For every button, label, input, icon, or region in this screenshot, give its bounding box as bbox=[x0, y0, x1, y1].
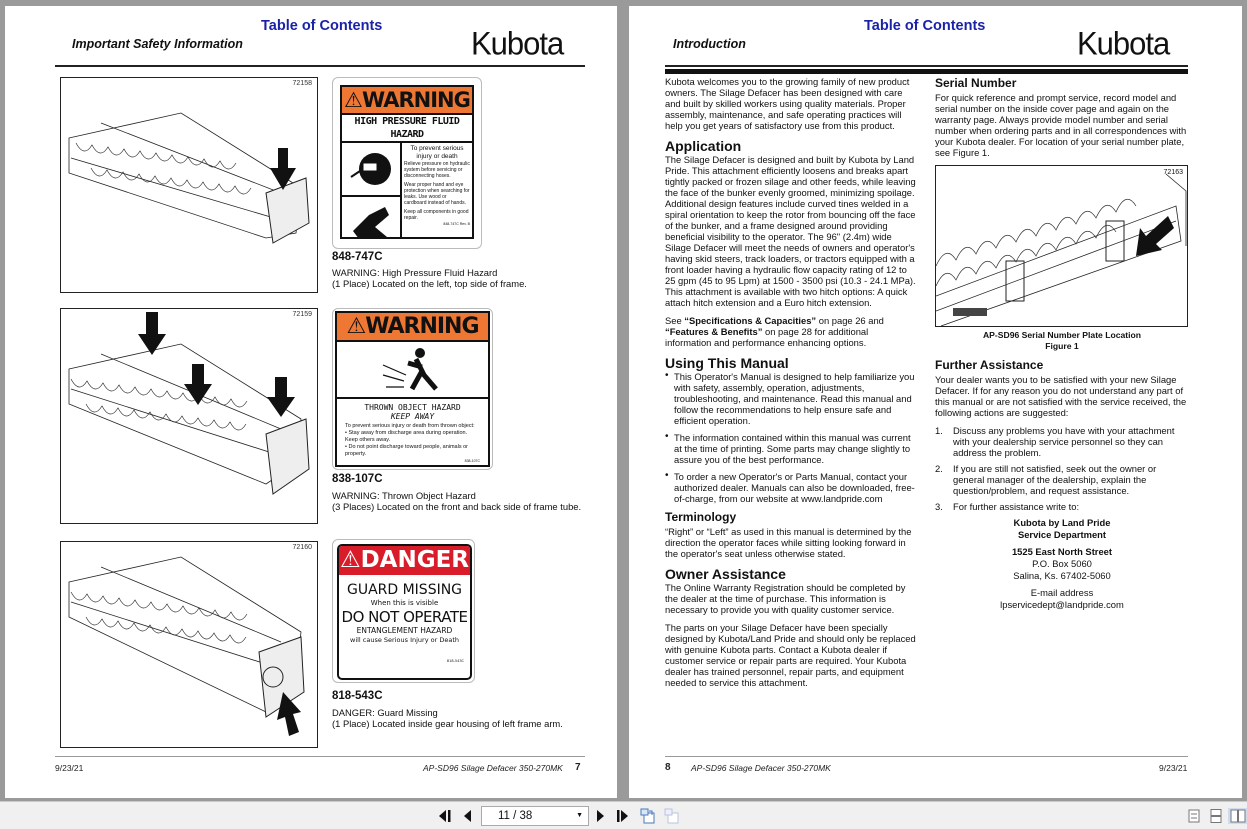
two-page-view-button[interactable] bbox=[1228, 808, 1247, 824]
next-view-icon bbox=[664, 808, 680, 824]
face-shield-icon bbox=[342, 143, 400, 197]
figure-72160 bbox=[60, 541, 318, 748]
intro-paragraph: Kubota welcomes you to the growing family of new product owners. The Silage Defacer has been designed with care and built by skilled workers using quality materials. Proper assembly, maintenance, and safe operating practices will help you get years of satisfactory use from this product. bbox=[665, 76, 910, 131]
defacer-drawing-icon bbox=[61, 309, 317, 523]
decal-818-543C: ⚠DANGER GUARD MISSING When this is visible DO NOT OPERATE ENTANGLEMENT HAZARD will cause Serious Injury or Death 818-543C bbox=[332, 539, 475, 683]
decal-code: 848-747C bbox=[332, 251, 383, 263]
list-item: • The information contained within this manual was current at the time of printing. Some parts may change slightly to assure you of the best performance. bbox=[665, 432, 917, 465]
thrown-object-icon bbox=[337, 342, 488, 399]
serial-plate-drawing-icon bbox=[936, 166, 1187, 326]
decal-code: 818-543C bbox=[332, 690, 383, 702]
decal-code: 838-107C bbox=[332, 473, 383, 485]
heading-terminology: Terminology bbox=[665, 510, 737, 524]
decal-848-747C: ⚠WARNING HIGH PRESSURE FLUID HAZARD To prevent serious injury or death Relieve pressure on hydraulic system before servicing or disconnecting hoses. Wear proper hand and eye protection when searching for leaks. Use wood or cardboard instead of hands. Keep all components in good repair. 848-747C Rev. B bbox=[332, 77, 482, 249]
figure-72159 bbox=[60, 308, 318, 524]
owner-paragraph-2: The parts on your Silage Defacer have been specially designed by Kubota/Land Pride and should only be replaced with genuine Kubota parts. Contact a Kubota dealer if customer service or repair parts are required. Your Kubota dealer has trained personnel, repair parts, and equipment needed to service this attachment. bbox=[665, 622, 916, 688]
pdf-navigation-toolbar bbox=[0, 801, 1247, 829]
figure-number: 72158 bbox=[292, 80, 312, 87]
header-thick-rule bbox=[665, 69, 1188, 74]
terminology-paragraph: “Right” or “Left” as used in this manual is determined by the direction the operator faces while sitting looking forward in the operator's seat unless otherwise stated. bbox=[665, 526, 912, 559]
previous-view-button[interactable] bbox=[640, 808, 656, 824]
next-page-icon bbox=[595, 810, 605, 822]
figure-number: 72160 bbox=[292, 544, 312, 551]
toc-link[interactable]: Table of Contents bbox=[864, 18, 986, 34]
hand-injection-icon bbox=[342, 197, 400, 239]
right-column bbox=[935, 76, 1189, 611]
single-page-view-button[interactable] bbox=[1186, 808, 1202, 824]
section-title: Important Safety Information bbox=[72, 37, 243, 51]
page-number: 7 bbox=[575, 762, 581, 773]
page-number-select[interactable]: 11 / 38 ▼ bbox=[481, 806, 589, 826]
list-item: 2. If you are still not satisfied, seek out the owner or general manager of the dealership, explain the question/problem, and request assistance. bbox=[935, 463, 1157, 496]
decal-description: WARNING: Thrown Object Hazard (3 Places) Located on the front and back side of frame tube. bbox=[332, 490, 582, 512]
next-page-button[interactable] bbox=[592, 808, 608, 824]
email-link[interactable]: lpservicedept@landpride.com bbox=[1000, 599, 1124, 610]
warning-header: ⚠WARNING bbox=[337, 313, 488, 342]
footer-rule bbox=[55, 756, 585, 757]
footer-date: 9/23/21 bbox=[55, 763, 84, 773]
footer-doc-title: AP-SD96 Silage Defacer 350-270MK bbox=[691, 763, 831, 773]
serial-paragraph: For quick reference and prompt service, record model and serial number on the inside cover page and again on the warranty page. Always provide model number and serial number when ordering parts and in all correspondences with your Kubota dealer. For location of your serial number plate, see Figure 1. bbox=[935, 92, 1187, 158]
link-features[interactable]: “Features & Benefits” bbox=[665, 326, 763, 337]
section-title: Introduction bbox=[673, 37, 746, 51]
defacer-drawing-icon bbox=[61, 542, 317, 747]
list-item: 3. For further assistance write to: bbox=[935, 501, 1080, 512]
footer-rule bbox=[665, 756, 1188, 757]
kubota-logo: Kubota bbox=[1077, 25, 1170, 62]
two-page-view-icon bbox=[1230, 809, 1246, 823]
heading-owner-assistance: Owner Assistance bbox=[665, 566, 786, 582]
last-page-button[interactable] bbox=[614, 808, 630, 824]
next-view-button[interactable] bbox=[664, 808, 680, 824]
defacer-drawing-icon bbox=[61, 78, 317, 292]
list-item: 1. Discuss any problems you have with your attachment with your dealership service personnel so they can address the problem. bbox=[935, 425, 1175, 458]
figure-72158 bbox=[60, 77, 318, 293]
single-page-view-icon bbox=[1188, 809, 1200, 823]
toc-link[interactable]: Table of Contents bbox=[261, 18, 383, 34]
application-paragraph: The Silage Defacer is designed and built by Kubota by Land Pride. This attachment efficiently loosens and breaks apart tightly packed or frozen silage and other feeds, while leaving the face of the bunker evenly groomed, minimizing spoilage. Additional design features include curved tines welded in a spiral orientation to keep the rotor from bouncing off the face of the bunker, and a frame designed around providing beneficial visibility to the operator. The 96" (2.4m) wide Silage Defacer will meet the needs of owners and operator's having skid steers, track loaders, or tractors equipped with a front loader having a hydraulic flow capacity rating of 12 to 25 gpm (45 to 95 Lpm) at 1500 - 3500 psi (10.3 - 24.1 MPa). This attachment is available with two hitch options: A quick attach hitch extension and a Euro hitch extension. bbox=[665, 154, 916, 308]
figure-72163: 72163 bbox=[935, 165, 1188, 327]
dropdown-arrow-icon: ▼ bbox=[576, 812, 583, 819]
see-also-paragraph: See “Specifications & Capacities” on page 26 and “Features & Benefits” on page 28 for additional information and performance enhancing options. bbox=[665, 315, 884, 348]
footer-doc-title: AP-SD96 Silage Defacer 350-270MK bbox=[423, 763, 563, 773]
further-steps-list bbox=[935, 425, 1189, 512]
pdf-page-left bbox=[5, 6, 617, 798]
list-item: • This Operator's Manual is designed to help familiarize you with safety, assembly, operation, adjustments, troubleshooting, and maintenance. Read this manual and follow the recommendations to help ensure safe and efficient operation. bbox=[665, 371, 917, 426]
figure-number: 72159 bbox=[292, 311, 312, 318]
link-specifications[interactable]: “Specifications & Capacities” bbox=[684, 315, 817, 326]
danger-header: ⚠DANGER bbox=[339, 547, 470, 573]
decal-838-107C: ⚠WARNING THROWN OBJECT HAZARD KEEP AWAY To prevent serious injury or death from thrown object: • Stay away from discharge area during operation. Keep others away. • Do not point discharge toward people, animals or property. 838-107C bbox=[332, 308, 493, 470]
heading-application: Application bbox=[665, 138, 742, 154]
header-rule bbox=[665, 65, 1188, 67]
last-page-icon bbox=[615, 810, 629, 822]
page-number: 8 bbox=[665, 762, 671, 773]
previous-page-icon bbox=[463, 810, 473, 822]
first-page-button[interactable] bbox=[438, 808, 454, 824]
heading-using-manual: Using This Manual bbox=[665, 355, 789, 371]
mailing-address: Kubota by Land Pride Service Department 1525 East North Street P.O. Box 5060 Salina, Ks. 67402-5060 E-mail address lpservicedept@landpride.com bbox=[935, 517, 1189, 611]
continuous-view-icon bbox=[1210, 809, 1222, 823]
continuous-view-button[interactable] bbox=[1208, 808, 1224, 824]
figure-caption: AP-SD96 Serial Number Plate Location Figure 1 bbox=[982, 330, 1142, 351]
pdf-page-right bbox=[629, 6, 1242, 798]
kubota-logo: Kubota bbox=[471, 25, 564, 62]
left-column bbox=[665, 76, 917, 695]
list-item: • To order a new Operator's or Parts Manual, contact your authorized dealer. Manuals can also be downloaded, free-of-charge, from our website at www.landpride.com bbox=[665, 471, 917, 504]
decal-description: WARNING: High Pressure Fluid Hazard (1 Place) Located on the left, top side of frame. bbox=[332, 267, 527, 289]
warning-header: ⚠WARNING bbox=[342, 87, 472, 115]
footer-date: 9/23/21 bbox=[1159, 763, 1188, 773]
heading-further-assistance: Further Assistance bbox=[935, 358, 1044, 372]
header-rule bbox=[55, 65, 585, 67]
decal-description: DANGER: Guard Missing (1 Place) Located inside gear housing of left frame arm. bbox=[332, 707, 563, 729]
heading-serial-number: Serial Number bbox=[935, 76, 1017, 90]
further-paragraph: Your dealer wants you to be satisfied with your new Silage Defacer. If for any reason you do not understand any part of this manual or are not satisfied with the service received, the following actions are suggested: bbox=[935, 374, 1187, 418]
owner-paragraph-1: The Online Warranty Registration should be completed by the dealer at the time of purchase. This information is necessary to provide you with quality customer service. bbox=[665, 582, 906, 615]
first-page-icon bbox=[439, 810, 453, 822]
previous-page-button[interactable] bbox=[460, 808, 476, 824]
previous-view-icon bbox=[640, 808, 656, 824]
using-manual-list bbox=[665, 371, 917, 504]
